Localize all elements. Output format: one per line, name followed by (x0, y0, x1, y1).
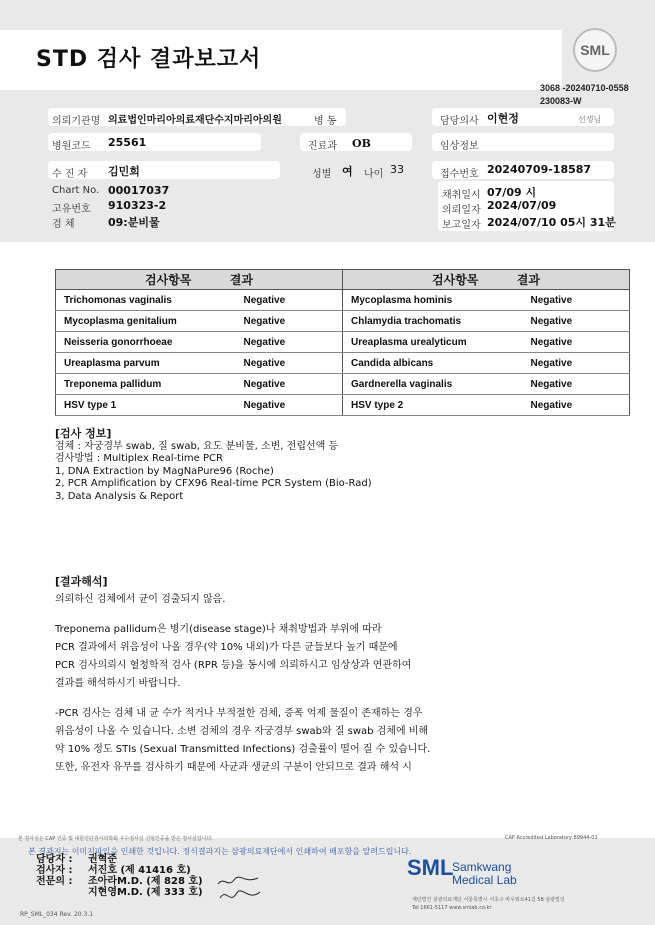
test-result: Negative (236, 374, 343, 395)
test-result: Negative (523, 353, 630, 374)
interpretation-line: -PCR 검사는 검체 내 균 수가 적거나 부적절한 검체, 증폭 억제 물질이 존재하는 경우 (55, 708, 423, 719)
doctor-value: 이현정 (487, 112, 519, 125)
test-info-heading: [검사 정보] (55, 427, 112, 440)
lab-name-line-1: Samkwang (452, 860, 512, 874)
results-table (55, 269, 630, 416)
specimen-label: 검 체 (52, 219, 75, 230)
col-item-left: 검사항목 (145, 273, 192, 287)
institution-value: 의료법인마리아의료재단수지마리아의원 (108, 115, 282, 126)
patient-name-value: 김민희 (108, 165, 140, 178)
results-header-left (56, 270, 343, 290)
document-number-sub: 230083-W (540, 96, 582, 106)
test-item: Mycoplasma genitalium (56, 311, 236, 332)
lab-contact: Tel 1661-5117 www.smlab.co.kr (412, 905, 492, 911)
test-item: HSV type 2 (343, 395, 523, 416)
test-item: HSV type 1 (56, 395, 236, 416)
table-row (56, 374, 630, 395)
dept-value: OB (352, 137, 371, 150)
age-value: 33 (390, 163, 404, 176)
test-item: Ureaplasma urealyticum (343, 332, 523, 353)
test-result: Negative (236, 290, 343, 311)
test-item: Gardnerella vaginalis (343, 374, 523, 395)
test-item: Trichomonas vaginalis (56, 290, 236, 311)
signers (36, 854, 203, 898)
specimen-value: 09:분비물 (108, 216, 160, 229)
interpretation-line: 의뢰하신 검체에서 균이 검출되지 않음. (55, 594, 226, 605)
signer-name: 서진호 (제 41416 호) (88, 865, 191, 876)
interpretation-line: 약 10% 정도 STIs (Sexual Transmitted Infections) 검출률이 떨어 질 수 있습니다. (55, 744, 431, 755)
lab-name (452, 861, 517, 887)
document-number (540, 82, 629, 108)
signer-row (36, 854, 203, 865)
test-info-line: 3, Data Analysis & Report (55, 490, 184, 502)
sex-value: 여 (342, 165, 353, 178)
sml-logo: SML (573, 28, 617, 72)
col-item-right: 검사항목 (432, 273, 479, 287)
signer-role: 검사자 : (36, 865, 73, 876)
form-code: RP_SML_034 Rev. 20.3.1 (20, 911, 94, 918)
interpretation-line: 결과를 해석하시기 바랍니다. (55, 678, 181, 689)
sex-label: 성별 (312, 169, 332, 180)
doctor-suffix: 선생님 (578, 115, 602, 124)
test-item: Candida albicans (343, 353, 523, 374)
unique-label: 고유번호 (52, 204, 91, 215)
test-item: Neisseria gonorrhoeae (56, 332, 236, 353)
test-result: Negative (523, 395, 630, 416)
table-row (56, 332, 630, 353)
signer-row (36, 887, 203, 898)
institution-label: 의뢰기관명 (52, 116, 101, 127)
test-info-line: 검사방법 : Multiplex Real-time PCR (55, 453, 223, 464)
doctor-label: 담당의사 (440, 116, 479, 127)
lab-address: 재단법인 삼광의료재단 서울특별시 서초구 바우뫼로41길 58 삼광빌딩 (412, 897, 565, 903)
report-date-label: 보고일자 (442, 220, 481, 231)
hospital-code-label: 병원코드 (52, 141, 91, 152)
test-result: Negative (523, 374, 630, 395)
col-result-right: 결과 (516, 273, 540, 287)
interpretation-line: PCR 결과에서 위음성이 나올 경우(약 10% 내외)가 다른 균들보다 높기 때문에 (55, 642, 398, 653)
test-item: Chlamydia trachomatis (343, 311, 523, 332)
report-date-value: 2024/07/10 05시 31분 (487, 216, 616, 229)
request-value: 2024/07/09 (487, 199, 557, 212)
results-header-row (56, 270, 630, 290)
chart-label: Chart No. (52, 185, 100, 196)
cap-note: CAP Accredited Laboratory 89944-01 (505, 835, 598, 841)
interpretation-section (55, 573, 615, 777)
signature-icon (214, 874, 264, 906)
test-info-section (55, 428, 372, 503)
table-row (56, 311, 630, 332)
age-label: 나이 (364, 169, 384, 180)
print-notice: 본 결과지는 이미지파일을 인쇄한 것입니다. 정식결과지는 삼광의료재단에서 인쇄하여 배포함을 알려드립니다. (28, 847, 412, 856)
dept-label: 진료과 (308, 141, 337, 152)
test-result: Negative (523, 311, 630, 332)
accreditation-note: 본 검사실은 CAP 인증 및 대한진단검사의학회 우수검사실 신임인증을 받은 검사실입니다. (18, 836, 213, 842)
test-result: Negative (523, 332, 630, 353)
request-label: 의뢰일자 (442, 205, 481, 216)
results-header-right (343, 270, 630, 290)
test-result: Negative (236, 311, 343, 332)
hospital-code-value: 25561 (108, 136, 147, 149)
interpretation-line: PCR 검사의뢰시 혈청학적 검사 (RPR 등)을 동시에 의뢰하시고 임상상과 연관하여 (55, 660, 412, 671)
signer-name: 권혁준 (88, 854, 117, 865)
receipt-value: 20240709-18587 (487, 163, 592, 176)
interpretation-line: Treponema pallidum은 병기(disease stage)나 채취방법과 부위에 따라 (55, 624, 382, 635)
interpretation-line: 위음성이 나올 수 있습니다. 소변 검체의 경우 자궁경부 swab와 질 swab 검체에 비해 (55, 726, 429, 737)
test-info-line: 2, PCR Amplification by CFX96 Real-time PCR System (Bio-Rad) (55, 478, 372, 489)
lab-name-line-2: Medical Lab (452, 873, 517, 887)
signer-row (36, 865, 203, 876)
report-title: STD 검사 결과보고서 (36, 47, 262, 72)
test-result: Negative (236, 353, 343, 374)
signer-role: 전문의 : (36, 876, 73, 887)
test-info-line: 검체 : 자궁경부 swab, 질 swab, 요도 분비물, 소변, 전립선액 등 (55, 440, 339, 452)
table-row (56, 290, 630, 311)
test-info-line: 1, DNA Extraction by MagNaPure96 (Roche) (55, 465, 274, 477)
test-result: Negative (236, 395, 343, 416)
chart-value: 00017037 (108, 184, 170, 197)
unique-value: 910323-2 (108, 199, 167, 212)
sml-footer-logo: SML (407, 855, 454, 880)
table-row (56, 395, 630, 416)
receipt-label: 접수번호 (440, 169, 479, 180)
signer-name: 조아라M.D. (제 828 호) (88, 876, 203, 887)
test-item: Ureaplasma parvum (56, 353, 236, 374)
interpretation-heading: [결과해석] (55, 575, 108, 588)
collect-label: 채취일시 (442, 190, 481, 201)
collect-value: 07/09 시 (487, 186, 537, 199)
signer-name: 지현영M.D. (제 333 호) (88, 887, 203, 898)
ward-label: 병 동 (314, 116, 337, 127)
test-result: Negative (523, 290, 630, 311)
table-row (56, 353, 630, 374)
signer-row (36, 876, 203, 887)
document-number-main: 3068 -20240710-0558 (540, 83, 629, 93)
interpretation-line: 또한, 유전자 유무를 검사하기 때문에 사균과 생균의 구분이 안되므로 결과 해석 시 (55, 762, 412, 773)
signer-role: 담당자 : (36, 854, 73, 865)
test-result: Negative (236, 332, 343, 353)
test-item: Mycoplasma hominis (343, 290, 523, 311)
patient-name-label: 수 진 자 (52, 169, 88, 180)
col-result-left: 결과 (229, 273, 253, 287)
test-item: Treponema pallidum (56, 374, 236, 395)
clinical-label: 임상정보 (440, 141, 479, 152)
